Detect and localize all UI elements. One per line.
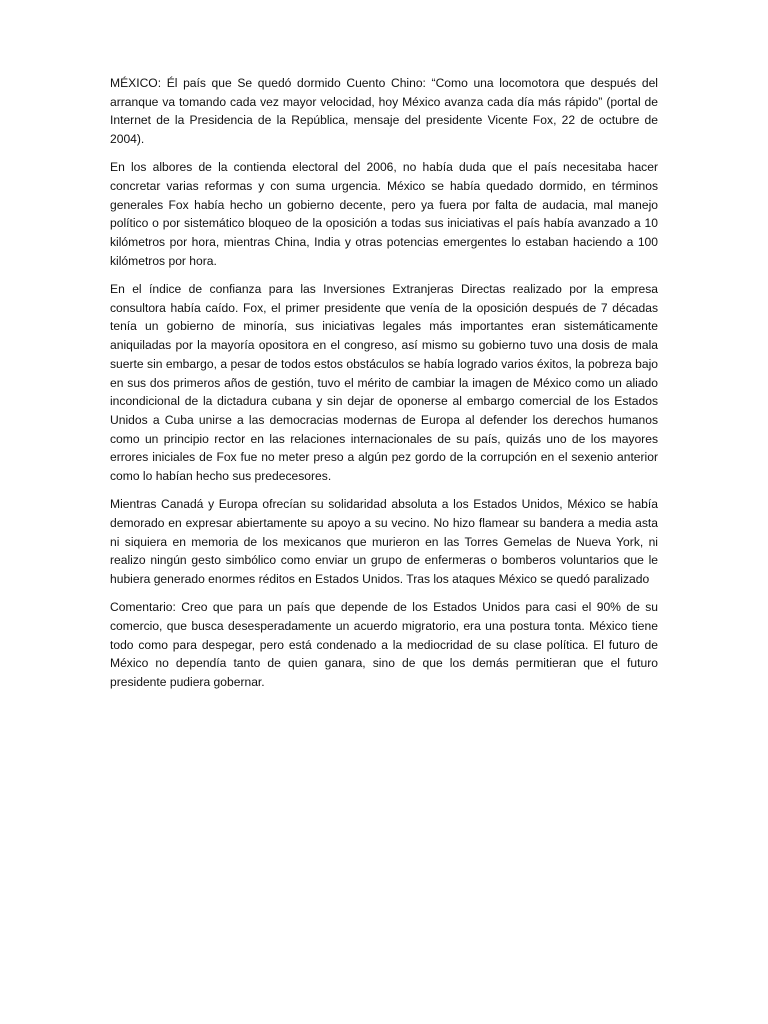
- document-page: [110, 74, 658, 701]
- paragraph-commentary: Comentario: Creo que para un país que depende de los Estados Unidos para casi el 90% de su comercio, que busca desesperadamente un acuerdo migratorio, era una postura tonta. México tiene todo como para despegar, pero está condenado a la mediocridad de su clase política. El futuro de México no dependía tanto de quien ganara, sino de que los demás permitieran que el futuro presidente pudiera gobernar.: [110, 600, 658, 690]
- paragraph-investment-confidence: En el índice de confianza para las Inversiones Extranjeras Directas realizado por la empresa consultora había caído. Fox, el primer presidente que venía de la oposición después de 7 décadas tenía un gobierno de minoría, sus iniciativas legales más importantes eran sistemáticamente aniquiladas por la mayoría opositora en el congreso, así mismo su gobierno tuvo una dosis de mala suerte sin embargo, a pesar de todos estos obstáculos se había logrado varios éxitos, la pobreza bajo en sus dos primeros años de gestión, tuvo el mérito de cambiar la imagen de México como un aliado incondicional de la dictadura cubana y sin dejar de oponerse al embargo comercial de los Estados Unidos a Cuba unirse a las democracias modernas de Europa al defender los derechos humanos como un principio rector en las relaciones internacionales de su país, quizás uno de los mayores errores iniciales de Fox fue no meter preso a algún pez gordo de la corrupción en el sexenio anterior como lo habían hecho sus predecesores.: [110, 282, 658, 484]
- paragraph-electoral-context: En los albores de la contienda electoral del 2006, no había duda que el país necesitaba hacer concretar varias reformas y con suma urgencia. México se había quedado dormido, en términos generales Fox había hecho un gobierno decente, pero ya fuera por falta de audacia, mal manejo político o por sistemático bloqueo de la oposición a todas sus iniciativas el país había avanzado a 10 kilómetros por hora, mientras China, India y otras potencias emergentes lo estaban haciendo a 100 kilómetros por hora.: [110, 160, 658, 268]
- paragraph-solidarity: Mientras Canadá y Europa ofrecían su solidaridad absoluta a los Estados Unidos, México se había demorado en expresar abiertamente su apoyo a su vecino. No hizo flamear su bandera a media asta ni siquiera en memoria de los mexicanos que murieron en las Torres Gemelas de Nueva York, ni realizo ningún gesto simbólico como enviar un grupo de enfermeras o bomberos voluntarios que le hubiera generado enormes réditos en Estados Unidos. Tras los ataques México se quedó paralizado: [110, 497, 658, 587]
- paragraph-intro: MÉXICO: Él país que Se quedó dormido Cuento Chino: “Como una locomotora que después del arranque va tomando cada vez mayor velocidad, hoy México avanza cada día más rápido” (portal de Internet de la Presidencia de la República, mensaje del presidente Vicente Fox, 22 de octubre de 2004).: [110, 76, 658, 147]
